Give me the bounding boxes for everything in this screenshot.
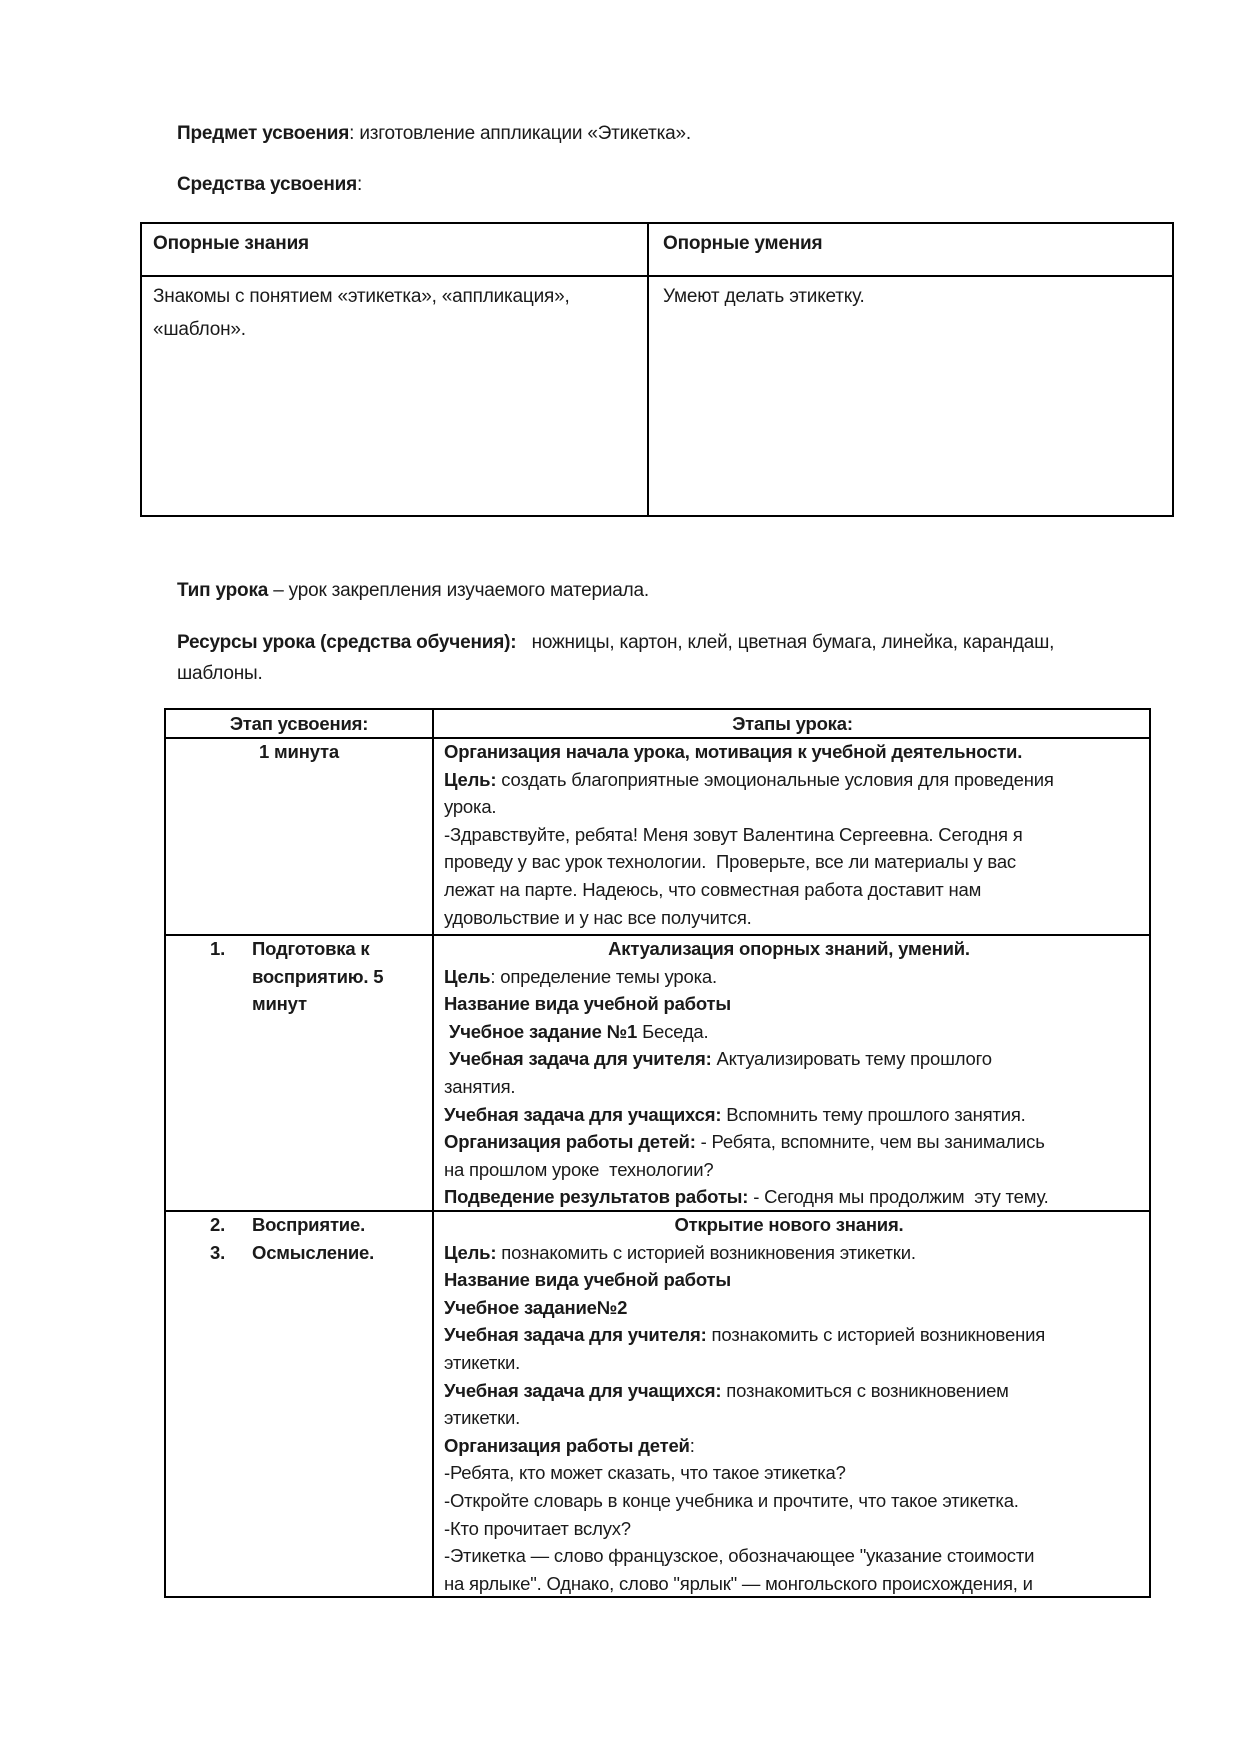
subject-label: Предмет усвоения: [177, 123, 350, 144]
column-divider: [432, 710, 434, 1596]
header-knowledge: Опорные знания: [153, 233, 309, 254]
lesson-type-value: – урок закрепления изучаемого материала.: [268, 580, 649, 601]
knowledge-cell: [153, 280, 570, 346]
student-task-line: [444, 1101, 1144, 1129]
goal-text: : определение темы урока.: [490, 965, 717, 987]
stage-text: минут: [252, 993, 307, 1015]
subject-value: : изготовление аппликации «Этикетка».: [349, 123, 691, 144]
task-label: Учебное задание№2: [444, 1296, 628, 1318]
resources-label: Ресурсы урока (средства обучения):: [177, 632, 517, 653]
goal-line: [444, 766, 1144, 794]
teacher-task-text: Актуализировать тему прошлого: [711, 1048, 992, 1070]
skills-line: Умеют делать этикетку.: [663, 286, 865, 307]
knowledge-skills-table: [140, 222, 1174, 517]
org-label: Организация работы детей:: [444, 1131, 696, 1153]
list-number: 2.: [210, 1214, 226, 1235]
column-divider: [647, 224, 649, 515]
resources-value: ножницы, картон, клей, цветная бумага, линейка, карандаш,: [516, 632, 1055, 653]
means-line: [177, 169, 362, 200]
dialogue-line: -Ребята, кто может сказать, что такое этикетка?: [444, 1462, 846, 1484]
summary-label: Подведение результатов работы:: [444, 1186, 749, 1208]
goal-label: Цель: [444, 965, 491, 987]
goal-line: [444, 963, 1144, 991]
stage-text: Осмысление.: [252, 1241, 375, 1263]
goal-line: [444, 1239, 1144, 1267]
teacher-task-label: Учебная задача для учителя:: [444, 1048, 712, 1070]
lesson-type-label: Тип урока: [177, 580, 269, 601]
task-line: [444, 1018, 1144, 1046]
summary-text: - Сегодня мы продолжим эту тему.: [748, 1186, 1049, 1208]
goal-label: Цель:: [444, 768, 497, 790]
goal-text-2: урока.: [444, 796, 497, 818]
list-number: 3.: [210, 1241, 226, 1263]
teacher-task-line: [444, 1045, 1144, 1073]
means-label: Средства усвоения: [177, 174, 357, 195]
student-task-text: Вспомнить тему прошлого занятия.: [721, 1103, 1026, 1125]
stage-title: Открытие нового знания.: [674, 1214, 904, 1235]
summary-line: [444, 1183, 1144, 1211]
knowledge-line: Знакомы с понятием «этикетка», «аппликация»,: [153, 286, 570, 307]
dialogue-line: на ярлыке". Однако, слово "ярлык" — монгольского происхождения, и: [444, 1572, 1033, 1594]
student-task-line: [444, 1377, 1144, 1405]
list-item: [166, 1211, 432, 1239]
stage-3-label: [166, 1211, 432, 1266]
header-stage: Этап усвоения:: [229, 713, 369, 734]
stage-1-duration: 1 минута: [259, 741, 339, 762]
org-text-2: на прошлом уроке технологии?: [444, 1158, 714, 1180]
org-label: Организация работы детей: [444, 1434, 690, 1456]
stage-text: Восприятие.: [252, 1214, 366, 1235]
teacher-task-label: Учебная задача для учителя:: [444, 1324, 707, 1346]
resources-block: [177, 627, 1054, 689]
stage-2-label: [166, 935, 432, 1018]
speech-line: удовольствие и у нас все получится.: [444, 906, 752, 928]
teacher-task-text-2: этикетки.: [444, 1351, 521, 1373]
stage-text: Подготовка к: [252, 938, 370, 959]
stage-3-content: [444, 1211, 1144, 1597]
work-type-label: Название вида учебной работы: [444, 993, 731, 1015]
student-task-label: Учебная задача для учащихся:: [444, 1379, 722, 1401]
stage-1-content: [444, 738, 1144, 931]
student-task-label: Учебная задача для учащихся:: [444, 1103, 722, 1125]
lesson-type-line: [177, 575, 649, 606]
teacher-task-text: познакомить с историей возникновения: [706, 1324, 1046, 1346]
stage-title: Организация начала урока, мотивация к учебной деятельности.: [444, 741, 1023, 762]
stage-title: Актуализация опорных знаний, умений.: [608, 938, 970, 959]
dialogue-line: -Откройте словарь в конце учебника и прочтите, что такое этикетка.: [444, 1489, 1019, 1511]
dialogue-line: -Этикетка — слово французское, обозначающее "указание стоимости: [444, 1545, 1035, 1567]
work-type-label: Название вида учебной работы: [444, 1269, 731, 1291]
means-value: :: [356, 174, 363, 195]
list-number: 1.: [210, 938, 226, 959]
header-divider: [142, 275, 1172, 277]
student-task-text-2: этикетки.: [444, 1407, 521, 1429]
speech-line: проведу у вас урок технологии. Проверьте, все ли материалы у вас: [444, 851, 1016, 873]
task-text: Беседа.: [637, 1020, 709, 1042]
teacher-task-line: [444, 1321, 1144, 1349]
header-skills: Опорные умения: [663, 233, 823, 254]
student-task-text: познакомиться с возникновением: [721, 1379, 1009, 1401]
list-item: [166, 935, 432, 1018]
resources-line: [177, 627, 1054, 658]
dialogue-line: -Кто прочитает вслух?: [444, 1517, 631, 1539]
org-text: - Ребята, вспомните, чем вы занимались: [695, 1131, 1045, 1153]
header-lesson-stages: Этапы урока:: [732, 713, 853, 734]
teacher-task-text-2: занятия.: [444, 1075, 516, 1097]
goal-text: познакомить с историей возникновения этикетки.: [496, 1241, 916, 1263]
knowledge-line: «шаблон».: [153, 319, 246, 340]
resources-line-2: шаблоны.: [177, 663, 263, 684]
list-item: [166, 1239, 432, 1267]
stage-text: восприятию. 5: [252, 965, 384, 987]
goal-label: Цель:: [444, 1241, 497, 1263]
org-line: [444, 1128, 1144, 1156]
goal-text: создать благоприятные эмоциональные условия для проведения: [496, 768, 1054, 790]
task-label: Учебное задание №1: [444, 1020, 638, 1042]
stage-2-content: [444, 935, 1144, 1211]
lesson-stages-table: [164, 708, 1151, 1598]
speech-line: лежат на парте. Надеюсь, что совместная работа доставит нам: [444, 878, 982, 900]
subject-line: [177, 118, 691, 149]
org-colon: :: [689, 1434, 695, 1456]
skills-cell: [663, 280, 865, 313]
org-line: [444, 1432, 1144, 1460]
speech-line: -Здравствуйте, ребята! Меня зовут Валентина Сергеевна. Сегодня я: [444, 823, 1023, 845]
